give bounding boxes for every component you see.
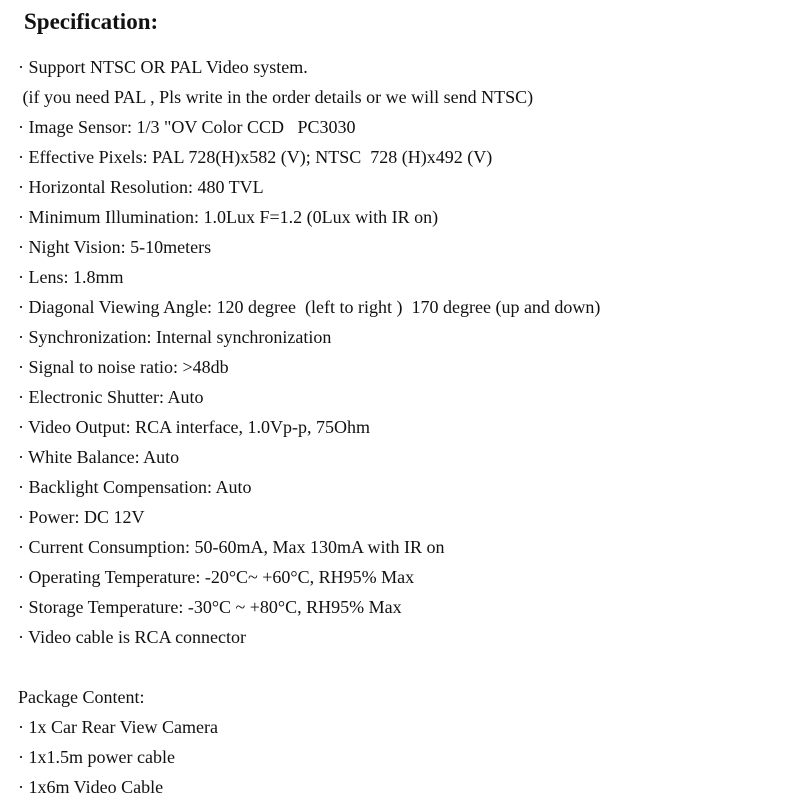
package-item-camera: · 1x Car Rear View Camera	[18, 717, 219, 737]
spec-line-synchronization: · Synchronization: Internal synchronization	[18, 327, 332, 347]
package-item-video-cable: · 1x6m Video Cable	[18, 777, 164, 797]
spec-line-operating-temp: · Operating Temperature: -20°C~ +60°C, RH95% Max	[18, 567, 415, 587]
spec-line-illumination: · Minimum Illumination: 1.0Lux F=1.2 (0Lux with IR on)	[18, 207, 439, 227]
spec-line-white-balance: · White Balance: Auto	[18, 447, 180, 467]
spec-line-lens: · Lens: 1.8mm	[18, 267, 124, 287]
spec-line-resolution: · Horizontal Resolution: 480 TVL	[18, 177, 264, 197]
spec-line-image-sensor: · Image Sensor: 1/3 "OV Color CCD PC3030	[18, 117, 356, 137]
spec-line-video-output: · Video Output: RCA interface, 1.0Vp-p, 75Ohm	[18, 417, 371, 437]
spec-line-night-vision: · Night Vision: 5-10meters	[18, 237, 212, 257]
spec-line-signal-noise: · Signal to noise ratio: >48db	[18, 357, 229, 377]
spec-line-viewing-angle: · Diagonal Viewing Angle: 120 degree (left to right ) 170 degree (up and down)	[18, 297, 601, 317]
package-item-power-cable: · 1x1.5m power cable	[18, 747, 175, 767]
spec-line-effective-pixels: · Effective Pixels: PAL 728(H)x582 (V); NTSC 728 (H)x492 (V)	[18, 147, 493, 167]
spec-line-storage-temp: · Storage Temperature: -30°C ~ +80°C, RH95% Max	[18, 597, 402, 617]
spec-line-pal-note: (if you need PAL , Pls write in the order details or we will send NTSC)	[18, 87, 534, 107]
spec-line-shutter: · Electronic Shutter: Auto	[18, 387, 204, 407]
package-heading: Package Content:	[18, 687, 145, 707]
spec-line-power: · Power: DC 12V	[18, 507, 145, 527]
spec-line-video-system: · Support NTSC OR PAL Video system.	[18, 57, 308, 77]
page-title: Specification:	[24, 9, 159, 34]
spec-line-current: · Current Consumption: 50-60mA, Max 130mA with IR on	[18, 537, 445, 557]
spec-line-video-cable: · Video cable is RCA connector	[18, 627, 247, 647]
spec-line-backlight: · Backlight Compensation: Auto	[18, 477, 252, 497]
